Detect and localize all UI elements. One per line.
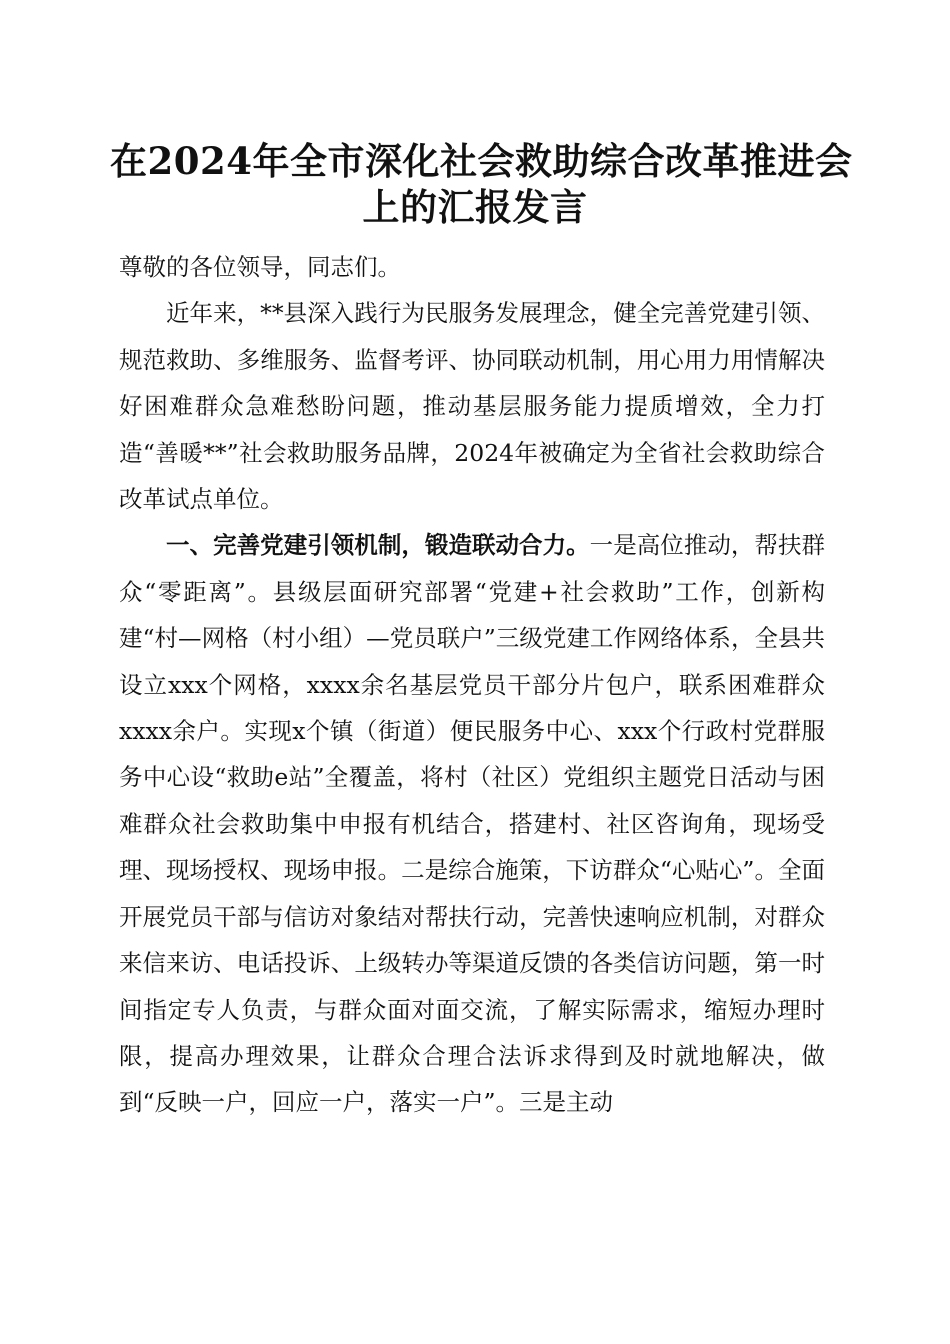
intro-paragraph: 近年来，**县深入践行为民服务发展理念，健全完善党建引领、规范救助、多维服务、监督考评、协同联动机制，用心用力用情解决好困难群众急难愁盼问题，推动基层服务能力提质增效，全力打造“善暖**”社会救助服务品牌，2024年被确定为全省社会救助综合改革试点单位。 (119, 299, 825, 514)
section-1-body: 一是高位推动，帮扶群众“零距离”。县级层面研究部署“党建+社会救助”工作，创新构建“村—网格（村小组）—党员联户”三级党建工作网络体系，全县共设立xxx个网格，xxxx余名基层党员干部分片包户，联系困难群众xxxx余户。实现x个镇（街道）便民服务中心、xxx个行政村党群服务中心设“救助e站”全覆盖，将村（社区）党组织主题党日活动与困难群众社会救助集中申报有机结合，搭建村、社区咨询角，现场受理、现场授权、现场申报。二是综合施策，下访群众“心贴心”。全面开展党员干部与信访对象结对帮扶行动，完善快速响应机制，对群众来信来访、电话投诉、上级转办等渠道反馈的各类信访问题，第一时间指定专人负责，与群众面对面交流，了解实际需求，缩短办理时限，提高办理效果，让群众合理合法诉求得到及时就地解决，做到“反映一户，回应一户，落实一户”。三是主动 (119, 531, 826, 1117)
salutation: 尊敬的各位领导，同志们。 (119, 253, 401, 281)
section-1-paragraph (119, 522, 825, 1125)
document-title-line-2: 上的汇报发言 (362, 185, 588, 229)
document-body (119, 244, 825, 1126)
document-title-line-1: 在2024年全市深化社会救助综合改革推进会 (110, 139, 853, 183)
section-1-heading: 一、完善党建引领机制，锻造联动合力。 (166, 531, 590, 560)
